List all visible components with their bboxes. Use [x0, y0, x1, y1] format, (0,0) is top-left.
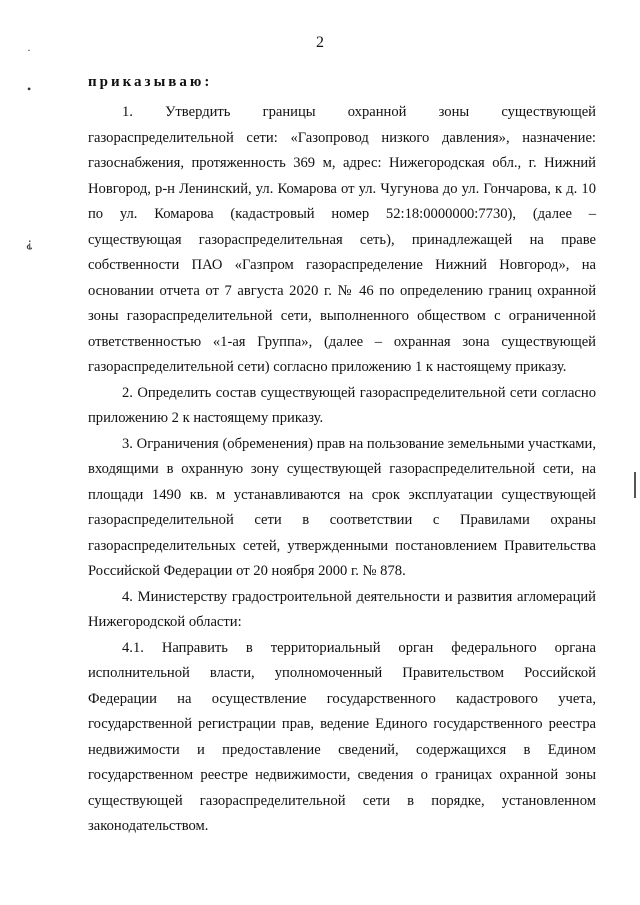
paragraph-4-1: 4.1. Направить в территориальный орган федерального органа исполнительной власти, уполномоченный Правительством Российской Федерации на осуществление государственного кадастрового учета, государственной регистрации прав, ведение Единого государственного реестра недвижимости и предоставление сведений, содержащихся в Едином государственном реестре недвижимости, сведения о границах охранной зоны существующей газораспределительной сети в порядке, установленном законодательством.	[88, 639, 596, 834]
page-number: 2	[316, 34, 324, 51]
scan-edge-mark	[634, 472, 636, 498]
document-body	[88, 100, 596, 840]
scan-speck: ·	[27, 43, 31, 57]
paragraph-1: 1. Утвердить границы охранной зоны существующей газораспределительной сети: «Газопровод низкого давления», назначение: газоснабжения, протяженность 369 м, адрес: Нижегородская обл., г. Нижний Новгород, р-н Ленинский, ул. Комарова от ул. Чугунова до ул. Гончарова, к д. 10 по ул. Комарова (кадастровый номер 52:18:0000000:7730), (далее – существующая газораспределительная сеть), принадлежащей на праве собственности ПАО «Газпром газораспределение Нижний Новгород», на основании отчета от 7 августа 2020 г. № 46 по определению границ охранной зоны газораспределительной сети, выполненного обществом с ограниченной ответственностью «1-ая Группа», (далее – охранная зона существующей газораспределительной сети) согласно приложению 1 к настоящему приказу.	[88, 104, 596, 375]
paragraph-2: 2. Определить состав существующей газораспределительной сети согласно приложению 2 к настоящему приказу.	[88, 384, 596, 426]
scan-speck: •	[27, 82, 32, 96]
scan-speck: ⸘	[26, 236, 33, 250]
paragraph-4: 4. Министерству градостроительной деятельности и развития агломераций Нижегородской области:	[88, 588, 596, 630]
order-heading: приказываю:	[88, 74, 213, 90]
paragraph-3: 3. Ограничения (обременения) прав на пользование земельными участками, входящими в охранную зону существующей газораспределительной сети, на площади 1490 кв. м устанавливаются на срок эксплуатации существующей газораспределительной сети в соответствии с Правилами охраны газораспределительных сетей, утвержденными постановлением Правительства Российской Федерации от 20 ноября 2000 г. № 878.	[88, 435, 596, 579]
